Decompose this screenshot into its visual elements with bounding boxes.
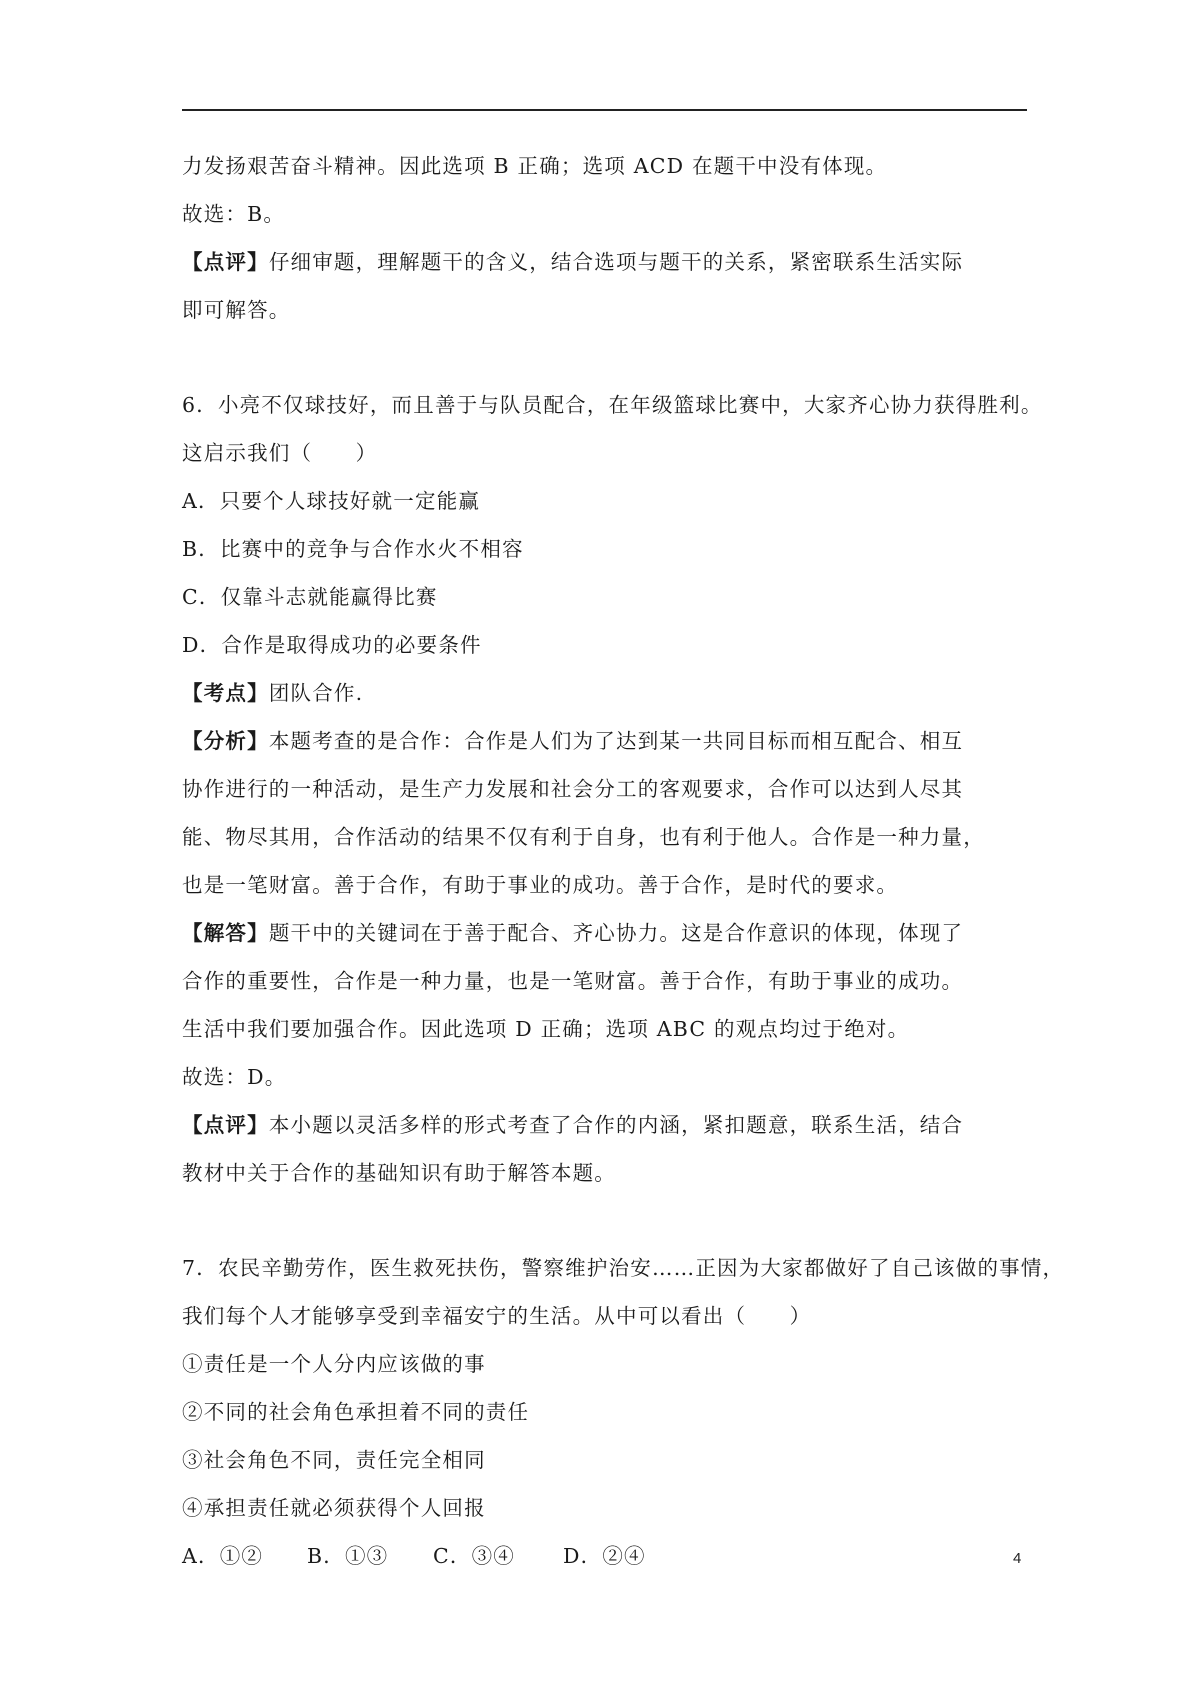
- q6-option-a: A．只要个人球技好就一定能赢: [182, 489, 481, 513]
- comment-text: 仔细审题，理解题干的含义，结合选项与题干的关系，紧密联系生活实际: [268, 250, 964, 274]
- q6-comment-line-2: 教材中关于合作的基础知识有助于解答本题。: [182, 1161, 616, 1185]
- q6-option-c: C．仅靠斗志就能赢得比赛: [182, 585, 438, 609]
- q7-choice-b: B．①③: [307, 1544, 389, 1568]
- jieda-tag: 【解答】: [182, 921, 269, 945]
- comment-text: 本小题以灵活多样的形式考查了合作的内涵，紧扣题意，联系生活，结合: [268, 1113, 964, 1137]
- q6-stem-line-1: 6．小亮不仅球技好，而且善于与队员配合，在年级篮球比赛中，大家齐心协力获得胜利。: [182, 393, 1043, 417]
- q7-choice-a: A．①②: [182, 1544, 264, 1568]
- q6-comment-line-1: [182, 1101, 1042, 1149]
- jieda-text: 题干中的关键词在于善于配合、齐心协力。这是合作意识的体现，体现了: [268, 921, 964, 945]
- page-content: [182, 142, 1065, 1580]
- q5-explanation-tail: 力发扬艰苦奋斗精神。因此选项 B 正确；选项 ACD 在题干中没有体现。: [182, 154, 888, 178]
- q6-fenxi-line-1: [182, 717, 1042, 765]
- header-rule: [182, 109, 1027, 111]
- q6-jieda-line-3: 生活中我们要加强合作。因此选项 D 正确；选项 ABC 的观点均过于绝对。: [182, 1017, 910, 1041]
- fenxi-tag: 【分析】: [182, 729, 269, 753]
- q6-answer: 故选：D。: [182, 1065, 287, 1089]
- q7-stem-line-2: 我们每个人才能够享受到幸福安宁的生活。从中可以看出（ ）: [182, 1304, 812, 1328]
- q6-option-d: D．合作是取得成功的必要条件: [182, 633, 482, 657]
- comment-tag: 【点评】: [182, 1113, 269, 1137]
- q7-statement-1: ①责任是一个人分内应该做的事: [182, 1352, 486, 1376]
- q6-option-b: B．比赛中的竞争与合作水火不相容: [182, 537, 524, 561]
- fenxi-text: 本题考查的是合作：合作是人们为了达到某一共同目标而相互配合、相互: [268, 729, 964, 753]
- q6-stem-line-2: 这启示我们（ ）: [182, 441, 378, 465]
- kaodian-text: 团队合作.: [268, 681, 364, 705]
- comment-tag: 【点评】: [182, 250, 269, 274]
- q7-statement-4: ④承担责任就必须获得个人回报: [182, 1496, 486, 1520]
- kaodian-tag: 【考点】: [182, 681, 269, 705]
- q6-fenxi-line-2: 协作进行的一种活动，是生产力发展和社会分工的客观要求，合作可以达到人尽其: [182, 777, 964, 801]
- q6-fenxi-line-4: 也是一笔财富。善于合作，有助于事业的成功。善于合作，是时代的要求。: [182, 873, 899, 897]
- q6-kaodian: [182, 669, 1042, 717]
- q7-choices: [182, 1532, 1042, 1580]
- q7-statement-3: ③社会角色不同，责任完全相同: [182, 1448, 486, 1472]
- q7-stem-line-1: 7．农民辛勤劳作，医生救死扶伤，警察维护治安……正因为大家都做好了自己该做的事情，: [182, 1256, 1065, 1280]
- q7-choice-c: C．③④: [433, 1544, 515, 1568]
- q6-jieda-line-2: 合作的重要性，合作是一种力量，也是一笔财富。善于合作，有助于事业的成功。: [182, 969, 964, 993]
- q6-jieda-line-1: [182, 909, 1042, 957]
- q5-comment-line-2: 即可解答。: [182, 298, 291, 322]
- page-number: 4: [1013, 1550, 1022, 1567]
- q7-choice-d: D．②④: [563, 1544, 646, 1568]
- q6-fenxi-line-3: 能、物尽其用，合作活动的结果不仅有利于自身，也有利于他人。合作是一种力量，: [182, 825, 985, 849]
- q5-answer: 故选：B。: [182, 202, 286, 226]
- q5-comment-line-1: [182, 238, 1042, 286]
- q7-statement-2: ②不同的社会角色承担着不同的责任: [182, 1400, 530, 1424]
